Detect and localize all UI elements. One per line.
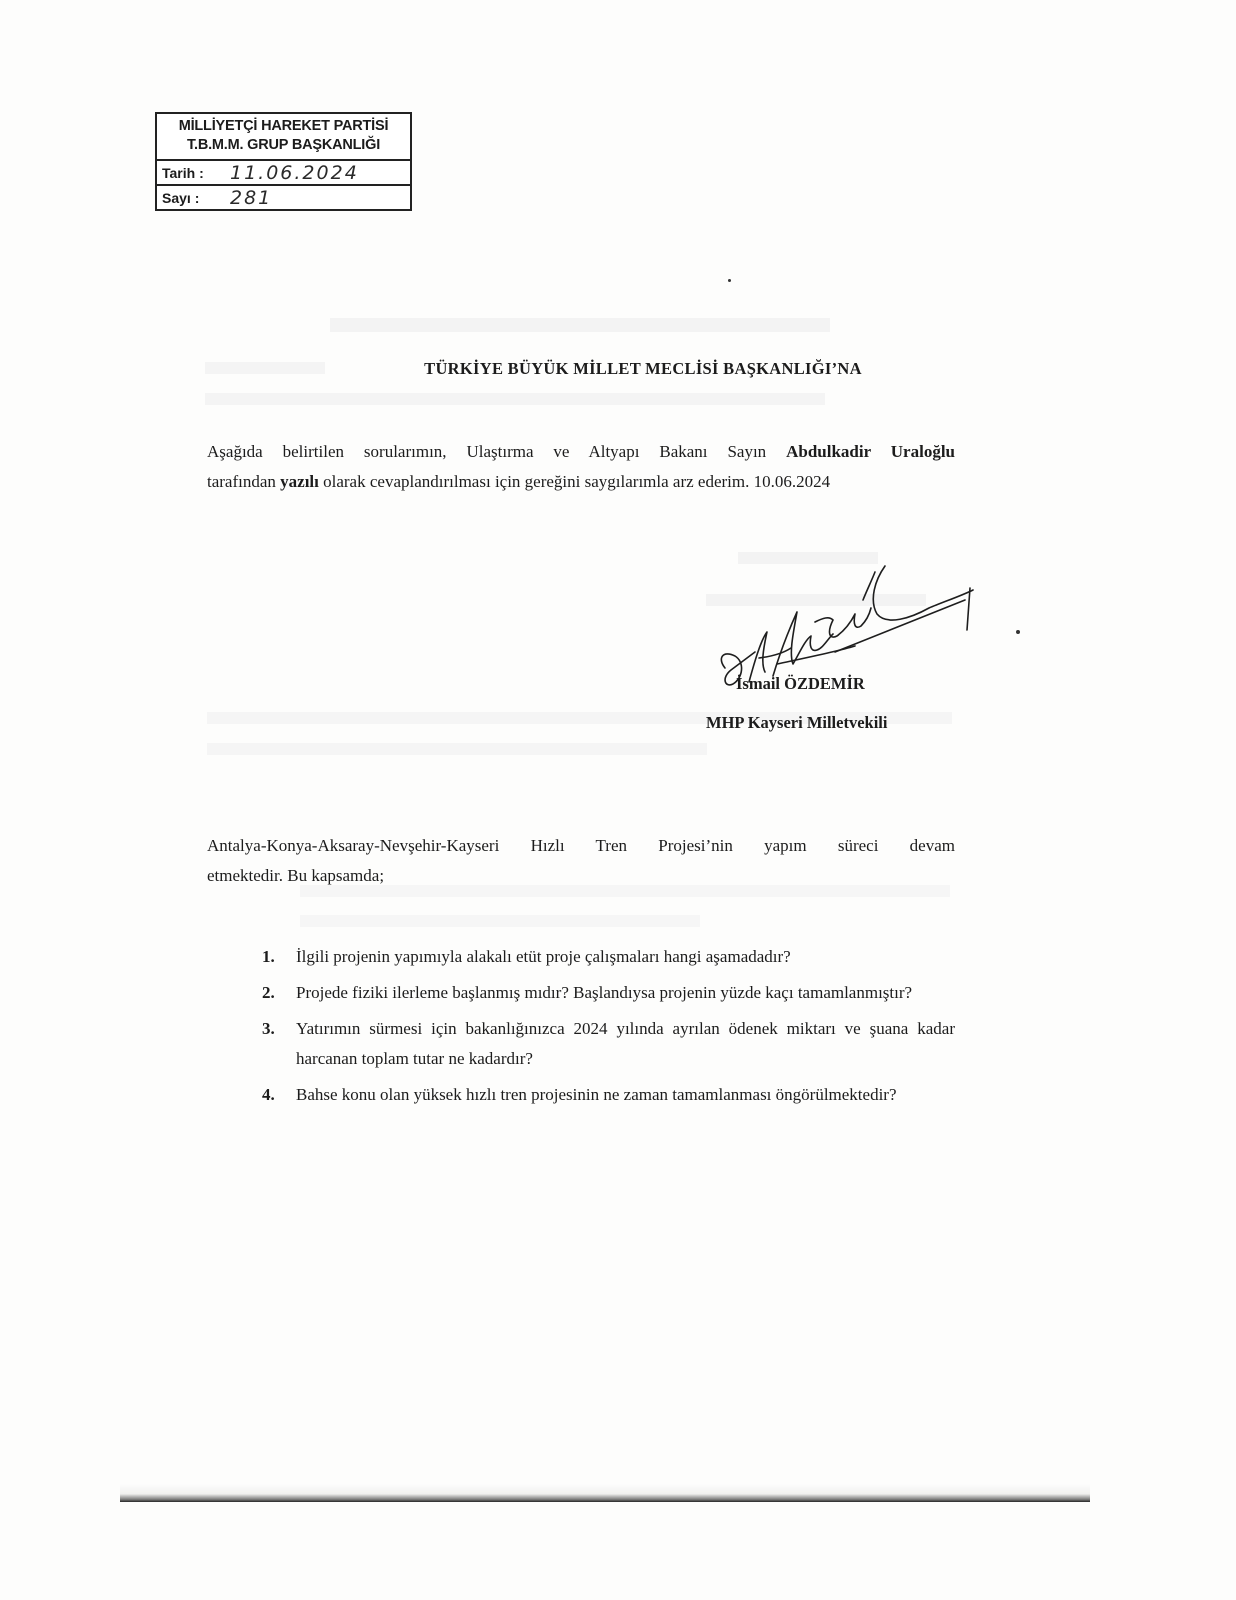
stamp-number-row (157, 184, 410, 209)
question-item (262, 1080, 955, 1110)
context-line-2: etmektedir. Bu kapsamda; (207, 866, 385, 885)
speck (728, 279, 731, 282)
question-number: 2. (262, 983, 275, 1002)
context-paragraph (207, 831, 955, 891)
stamp-party-name: MİLLİYETÇİ HAREKET PARTİSİ (178, 118, 389, 134)
stamp-number-label: Sayı : (162, 189, 200, 206)
stamp-date-value: 11.06.2024 (230, 161, 359, 184)
question-number: 1. (262, 947, 275, 966)
scan-edge-shadow (120, 1484, 1090, 1502)
intro-line-1 (207, 437, 955, 467)
question-text: Bahse konu olan yüksek hızlı tren projesinin ne zaman tamamlanması öngörülmektedir? (296, 1085, 897, 1104)
question-number: 3. (262, 1019, 275, 1038)
stamp-date-label: Tarih : (162, 164, 204, 181)
addressee-heading: TÜRKİYE BÜYÜK MİLLET MECLİSİ BAŞKANLIĞI’NA (424, 359, 862, 378)
question-text: Yatırımın sürmesi için bakanlığınızca 2024 yılında ayrılan ödenek miktarı ve şuana kadar harcanan toplam tutar ne kadardır? (296, 1019, 955, 1068)
stamp-group-name: T.B.M.M. GRUP BAŞKANLIĞI (186, 137, 381, 153)
stamp-header (157, 114, 410, 161)
context-line-1: Antalya-Konya-Aksaray-Nevşehir-Kayseri Hızlı Tren Projesi’nin yapım süreci devam (207, 836, 955, 855)
question-item (262, 1014, 955, 1074)
intro-line1-text: Aşağıda belirtilen sorularımın, Ulaştırma ve Altyapı Bakanı Sayın (207, 442, 787, 461)
stamp-number-value: 281 (230, 186, 273, 209)
question-item (262, 978, 955, 1008)
intro-line2-end: olarak cevaplandırılması için gereğini saygılarımla arz ederim. 10.06.2024 (318, 472, 831, 491)
question-list (262, 942, 955, 1116)
question-text: İlgili projenin yapımıyla alakalı etüt proje çalışmaları hangi aşamadadır? (296, 947, 791, 966)
stamp-date-row (157, 161, 410, 184)
signatory-name: İsmail ÖZDEMİR (736, 674, 865, 693)
intro-emphasis: yazılı (280, 472, 319, 491)
minister-name: Abdulkadir Uraloğlu (786, 442, 955, 461)
received-stamp (155, 112, 412, 211)
question-item (262, 942, 955, 972)
speck (1016, 630, 1020, 634)
question-text: Projede fiziki ilerleme başlanmış mıdır? Başlandıysa projenin yüzde kaçı tamamlanmıştır? (296, 983, 913, 1002)
question-number: 4. (262, 1085, 275, 1104)
signatory-title: MHP Kayseri Milletvekili (706, 713, 888, 732)
intro-line2-start: tarafından (207, 472, 281, 491)
intro-line-2 (207, 467, 955, 497)
intro-paragraph (207, 437, 955, 497)
